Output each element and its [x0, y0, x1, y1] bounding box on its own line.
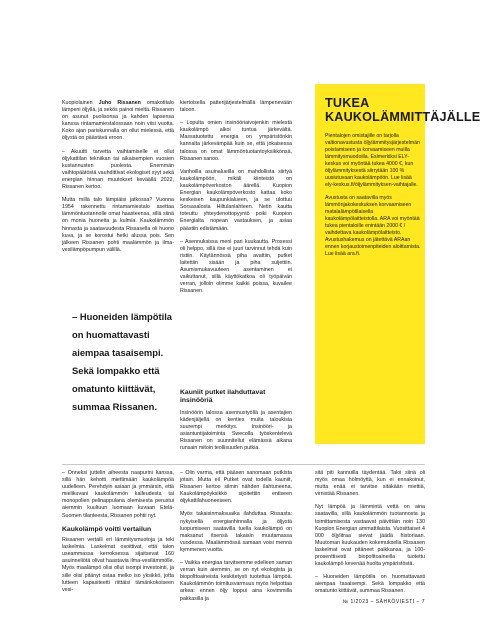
bottom-column-1 — [62, 470, 174, 600]
section-heading: Kaukolämpö voitti vertailun — [62, 525, 152, 533]
paragraph: Nyt lämpöä ja lämmintä vettä on aina saatavilla, sillä kaukolämmön tuotannosta ja toimittamisesta vastaavat päivittäin noin 130 Kuopion Energian ammattilaista. Vuosittaiset 4 000 öljylitraa sievat jäädä historiaan. Muutoman kuukauden kokemuksella Rissasen laskelmat ovat pitäneet paikkansa, ja 100-prosenttisesti biopolttoaineilla tuotettu kaukolämpö kevenää huolta ympäristöstä. — [315, 504, 425, 568]
paragraph: – Olin varma, että pääsen sanomaan putkista jotain. Mutta eil Putket ovat todella kauniit, Rissanen kertoo silmin nähden ilahtuneena. Kaukolämpöyksikkö sijoitettiin entiseen öljykattilahuoneeseen. — [180, 470, 292, 505]
page-footer: № 1/2023 – SÄHKÖVIESTI – 7 — [342, 599, 425, 605]
info-box-paragraph: Pientalojen omistajille on tarjolla valtionavustusta öljylämmitysjärjestelmän poistamiseen ja korvaamiseen muilla lämmitysmuodoilla. Esimerkiksi ELY-keskus voi myöntää tukea 4000 €, kun öljylämmityksestä siirrytään 100 % uusiutuvaan kaukolämpöön. Lue lisää ely-keskus.fi/öljylämmityksen-vaihtajalle. — [325, 133, 420, 188]
article-column-1 — [62, 100, 174, 260]
paragraph: – Asennuksissa meni pari kuukautta. Prosessi oli helppo, sillä itse ei juuri tarvinnut tehdä kuin ristiin. Käytännössä piha avattiin, putket laitettiin sisään ja piha suljettiin. Asumismukavuuteen asentaminen ei vaikuttanut, sillä käyttökatkoa oli työpäivän verran, jolloin olimme kaikki poissa, kuvailee Rissanen. — [180, 238, 292, 295]
subject-name: Juho Rissanen — [98, 100, 141, 106]
paragraph: Myös takaisinmaksuaika ilahduttaa Rissasta: nykyisellä energianhinnalla ja öljystä luopumiseen saatavilla tuella kaukolämpö on maksanut itsensä takaisin muutamassa vuodessa. Maalämmössä samaan voisi mennä kymmenen vuotta. — [180, 511, 292, 553]
intro-lead: Kuopiolainen — [62, 100, 99, 106]
info-box-paragraph: Avustusta on saatavilla myös lämmönjakokeskuksen korvaamiseen matalalämpötilaisella kaukolämpölaitteistolla. ARA voi myöntää tukea pientaloille enintään 2000 € / vaihdettava kaukolämpölaitteisto. Avustushakemus on jätettävä ARAan ennen korjaustoimenpiteiden aloittamista. Lue lisää ara.fi. — [325, 195, 421, 257]
section-divider — [62, 464, 425, 465]
intro-text: omakotitalo lämpeni öljyllä, ja sekös painoi mieltä. Rissanen on asunut puolisonsa ja kahden lapsensa kanssa rintamamiestalossaan noin viisi vuotta. Koko ajan pariskunnalla on ollut mielessä, että öljystä on päästävä eroon. — [62, 100, 174, 142]
paragraph: – Huoneiden lämpötila on huomattavasti aiempaa tasaisempi. Sekä lompakko että omatunto kiittävät, summaa Rissanen. — [315, 574, 425, 595]
paragraph: – Lopulta omien insinööriaivojenkin mielestä kaukolämpö alkoi tuntua järkevältä. Massatuotettu energia on ympäristönkin kannalta järkevämpää kuin se, että jokaisessa talossa on omat lämmöntuotantoyksikkönsä, Rissanen sanoo. — [180, 120, 292, 162]
paragraph: Insinöörin talossa asennustyöllä ja asentajien kädenjäljellä on kenties muita taloukisia suurempi merkitys. Insinööri- ja asiantuntijatoiminta Swecolla työskentelevä Rissanen on suunnitellut elämässä aikana runsain mitoin teollisuuden putkia. — [180, 410, 292, 452]
paragraph: sitä piti kannuilla täydentää. Taloi siinä oli myös omaa hölmöyttä, kun ei ennakoinut, mutta enää ei tarvitse sitäkään miettiä, virnistää Rissanen. — [315, 470, 425, 498]
paragraph: Rissanen vertaili eri lämmitysmuotoja ja teki laskelmia. Laskelmat osoittivat, että talon useammassa kerroksessa sijaitsevat 160 asuinneliötä olivat haastavia ilma-vesilämmölle. Myös maalämpö olisi ollut isompi investointi, ja sille olisi pitänyt ostaa melko iso yksikkö, jotta lutteen kapasiteetti riittäisi tämänkokoiseen vesi- — [62, 537, 174, 593]
info-box-title: TUKEA KAUKOLÄMMITTÄJÄLLE — [325, 96, 480, 124]
article-column-2-continued — [180, 410, 292, 459]
paragraph: – Onneksi juttelin aiheesta naapurini kanssa, sillä hän kehotti miettimään kaukolämpöä uudelleen. Perehdyin asiaan ja ymmärsin, että mielikuvani kaukolämmön kalleudesta tai monopolien pelinappulana olemisesta perustui aiemmin kuultuun luomaan kuvaan Etelä-Suomen tilanteesta, Rissanen pohtii nyt. — [62, 470, 174, 519]
info-box-body — [325, 133, 421, 264]
paragraph: kiertoisella patterijärjestelmällä lämpenevään taloon. — [180, 100, 292, 114]
pull-quote: – Huoneiden lämpötila on huomattavasti aiempaa tasaisempi. Sekä lompakko että omatunto kiittävät, summaa Rissanen. — [72, 311, 173, 412]
article-column-2 — [180, 100, 292, 301]
bottom-column-3 — [315, 470, 425, 602]
section-heading: Kauniit putket ilahduttavat insinööriä — [180, 389, 266, 405]
paragraph: Mutta millä talo lämpiäisi jatkossa? Vuonna 1954 rakennettu rintamamiestalo asettaa lämmöntuotannolle omat haasteensa, sillä siinä on monia huoneita ja kulmia. Kaukolämmön hinnasta ja saatavuudesta Rissasella oli huono kuva, ja se korostui hetki alussa pois. Sen jälkeen Rissanen pohti maalämmön ja ilma-vesilämpöpumpun välillä. — [62, 197, 174, 253]
paragraph: Vanhoilla asuinalueilla on mahdollista siirtyä kaukolämpöön, mikäli kiinteistö on kaukolämpöverkoston äärellä. Kuopion Energian kaukolämpöverkosto kattaa koko keskeisen kaupunkialueen, ja se ulottuu Sorsasalosta Hiltulanlahteen. Netin kautta toteuttu yhteydenottopyyntö poiki Kuopion Energialta nopean vastauksen, ja asiaa päästiin edistämään. — [180, 168, 292, 232]
bottom-column-2 — [180, 470, 292, 609]
paragraph: – Akuutti tarvetta vaihtamiselle ei ollut öljykattilan tekniikan tai aikaisempien vuosien kustannusten puolesta. Enemmän vaihtopäätöstä vauhdittivat ekologiset syyt sekä energian hinnan muutokset keväällä 2022, Rissanen kertoo. — [62, 148, 174, 191]
paragraph: – Vaikka energiaa tarvitsemme edelleen saman verran kuin aiemmin, se on nyt ekologista ja biopolttoaineista keskitetysti tuotettua lämpöä. Kaukolämmön toimitusvarmuus myös helpottaa arkea: ennen öljy loppui aina kovimmilla pakkasilla ja — [180, 560, 292, 602]
intro-paragraph — [62, 100, 174, 143]
